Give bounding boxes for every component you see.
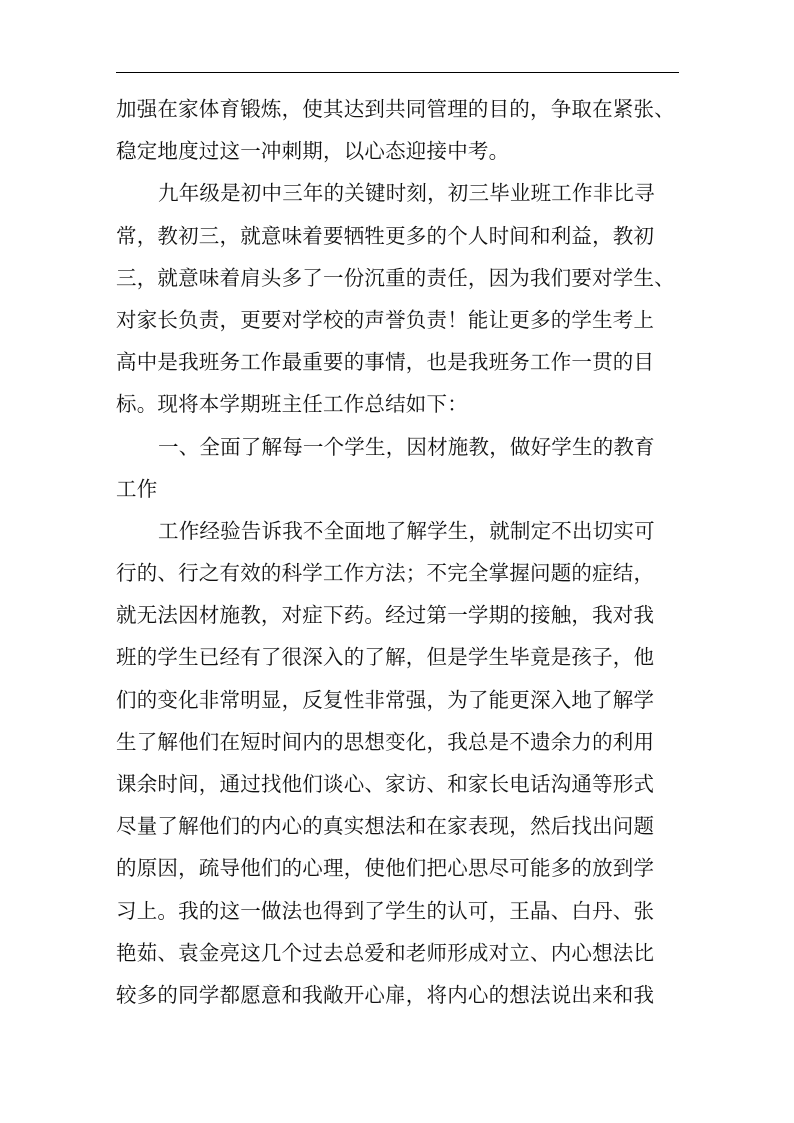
text-line: 习上。我的这一做法也得到了学生的认可，王晶、白丹、张 bbox=[116, 898, 655, 923]
text-line: 行的、行之有效的科学工作方法；不完全掌握问题的症结， bbox=[116, 561, 655, 586]
text-line: 较多的同学都愿意和我敞开心扉，将内心的想法说出来和我 bbox=[116, 982, 655, 1007]
text-line: 们的变化非常明显，反复性非常强，为了能更深入地了解学 bbox=[116, 687, 655, 712]
document-body bbox=[116, 88, 686, 1016]
text-line: 加强在家体育锻炼，使其达到共同管理的目的，争取在紧张、 bbox=[116, 97, 675, 121]
text-line: 常，教初三，就意味着要牺牲更多的个人时间和利益，教初 bbox=[116, 223, 655, 248]
text-line: 生了解他们在短时间内的思想变化，我总是不遗余力的利用 bbox=[116, 729, 655, 754]
text-line: 班的学生已经有了很深入的了解，但是学生毕竟是孩子，他 bbox=[116, 645, 655, 670]
text-line: 尽量了解他们的内心的真实想法和在家表现，然后找出问题 bbox=[116, 814, 655, 839]
text-line: 工作经验告诉我不全面地了解学生，就制定不出切实可 bbox=[158, 518, 655, 543]
text-line: 高中是我班务工作最重要的事情，也是我班务工作一贯的目 bbox=[116, 350, 655, 375]
text-line: 艳茹、袁金亮这几个过去总爱和老师形成对立、内心想法比 bbox=[116, 940, 655, 965]
text-line: 对家长负责，更要对学校的声誉负责！能让更多的学生考上 bbox=[116, 307, 655, 332]
text-line: 三，就意味着肩头多了一份沉重的责任，因为我们要对学生、 bbox=[116, 265, 675, 290]
text-line: 标。现将本学期班主任工作总结如下： bbox=[116, 392, 468, 417]
text-line: 九年级是初中三年的关键时刻，初三毕业班工作非比寻 bbox=[158, 181, 655, 206]
text-line: 的原因，疏导他们的心理，使他们把心思尽可能多的放到学 bbox=[116, 856, 655, 881]
text-line: 就无法因材施教，对症下药。经过第一学期的接触，我对我 bbox=[116, 603, 655, 628]
text-line: 一、全面了解每一个学生，因材施教，做好学生的教育 bbox=[158, 434, 655, 459]
header-rule bbox=[116, 72, 679, 73]
text-line: 课余时间，通过找他们谈心、家访、和家长电话沟通等形式 bbox=[116, 772, 655, 796]
text-line: 工作 bbox=[116, 476, 158, 501]
text-line: 稳定地度过这一冲刺期，以心态迎接中考。 bbox=[116, 139, 510, 164]
